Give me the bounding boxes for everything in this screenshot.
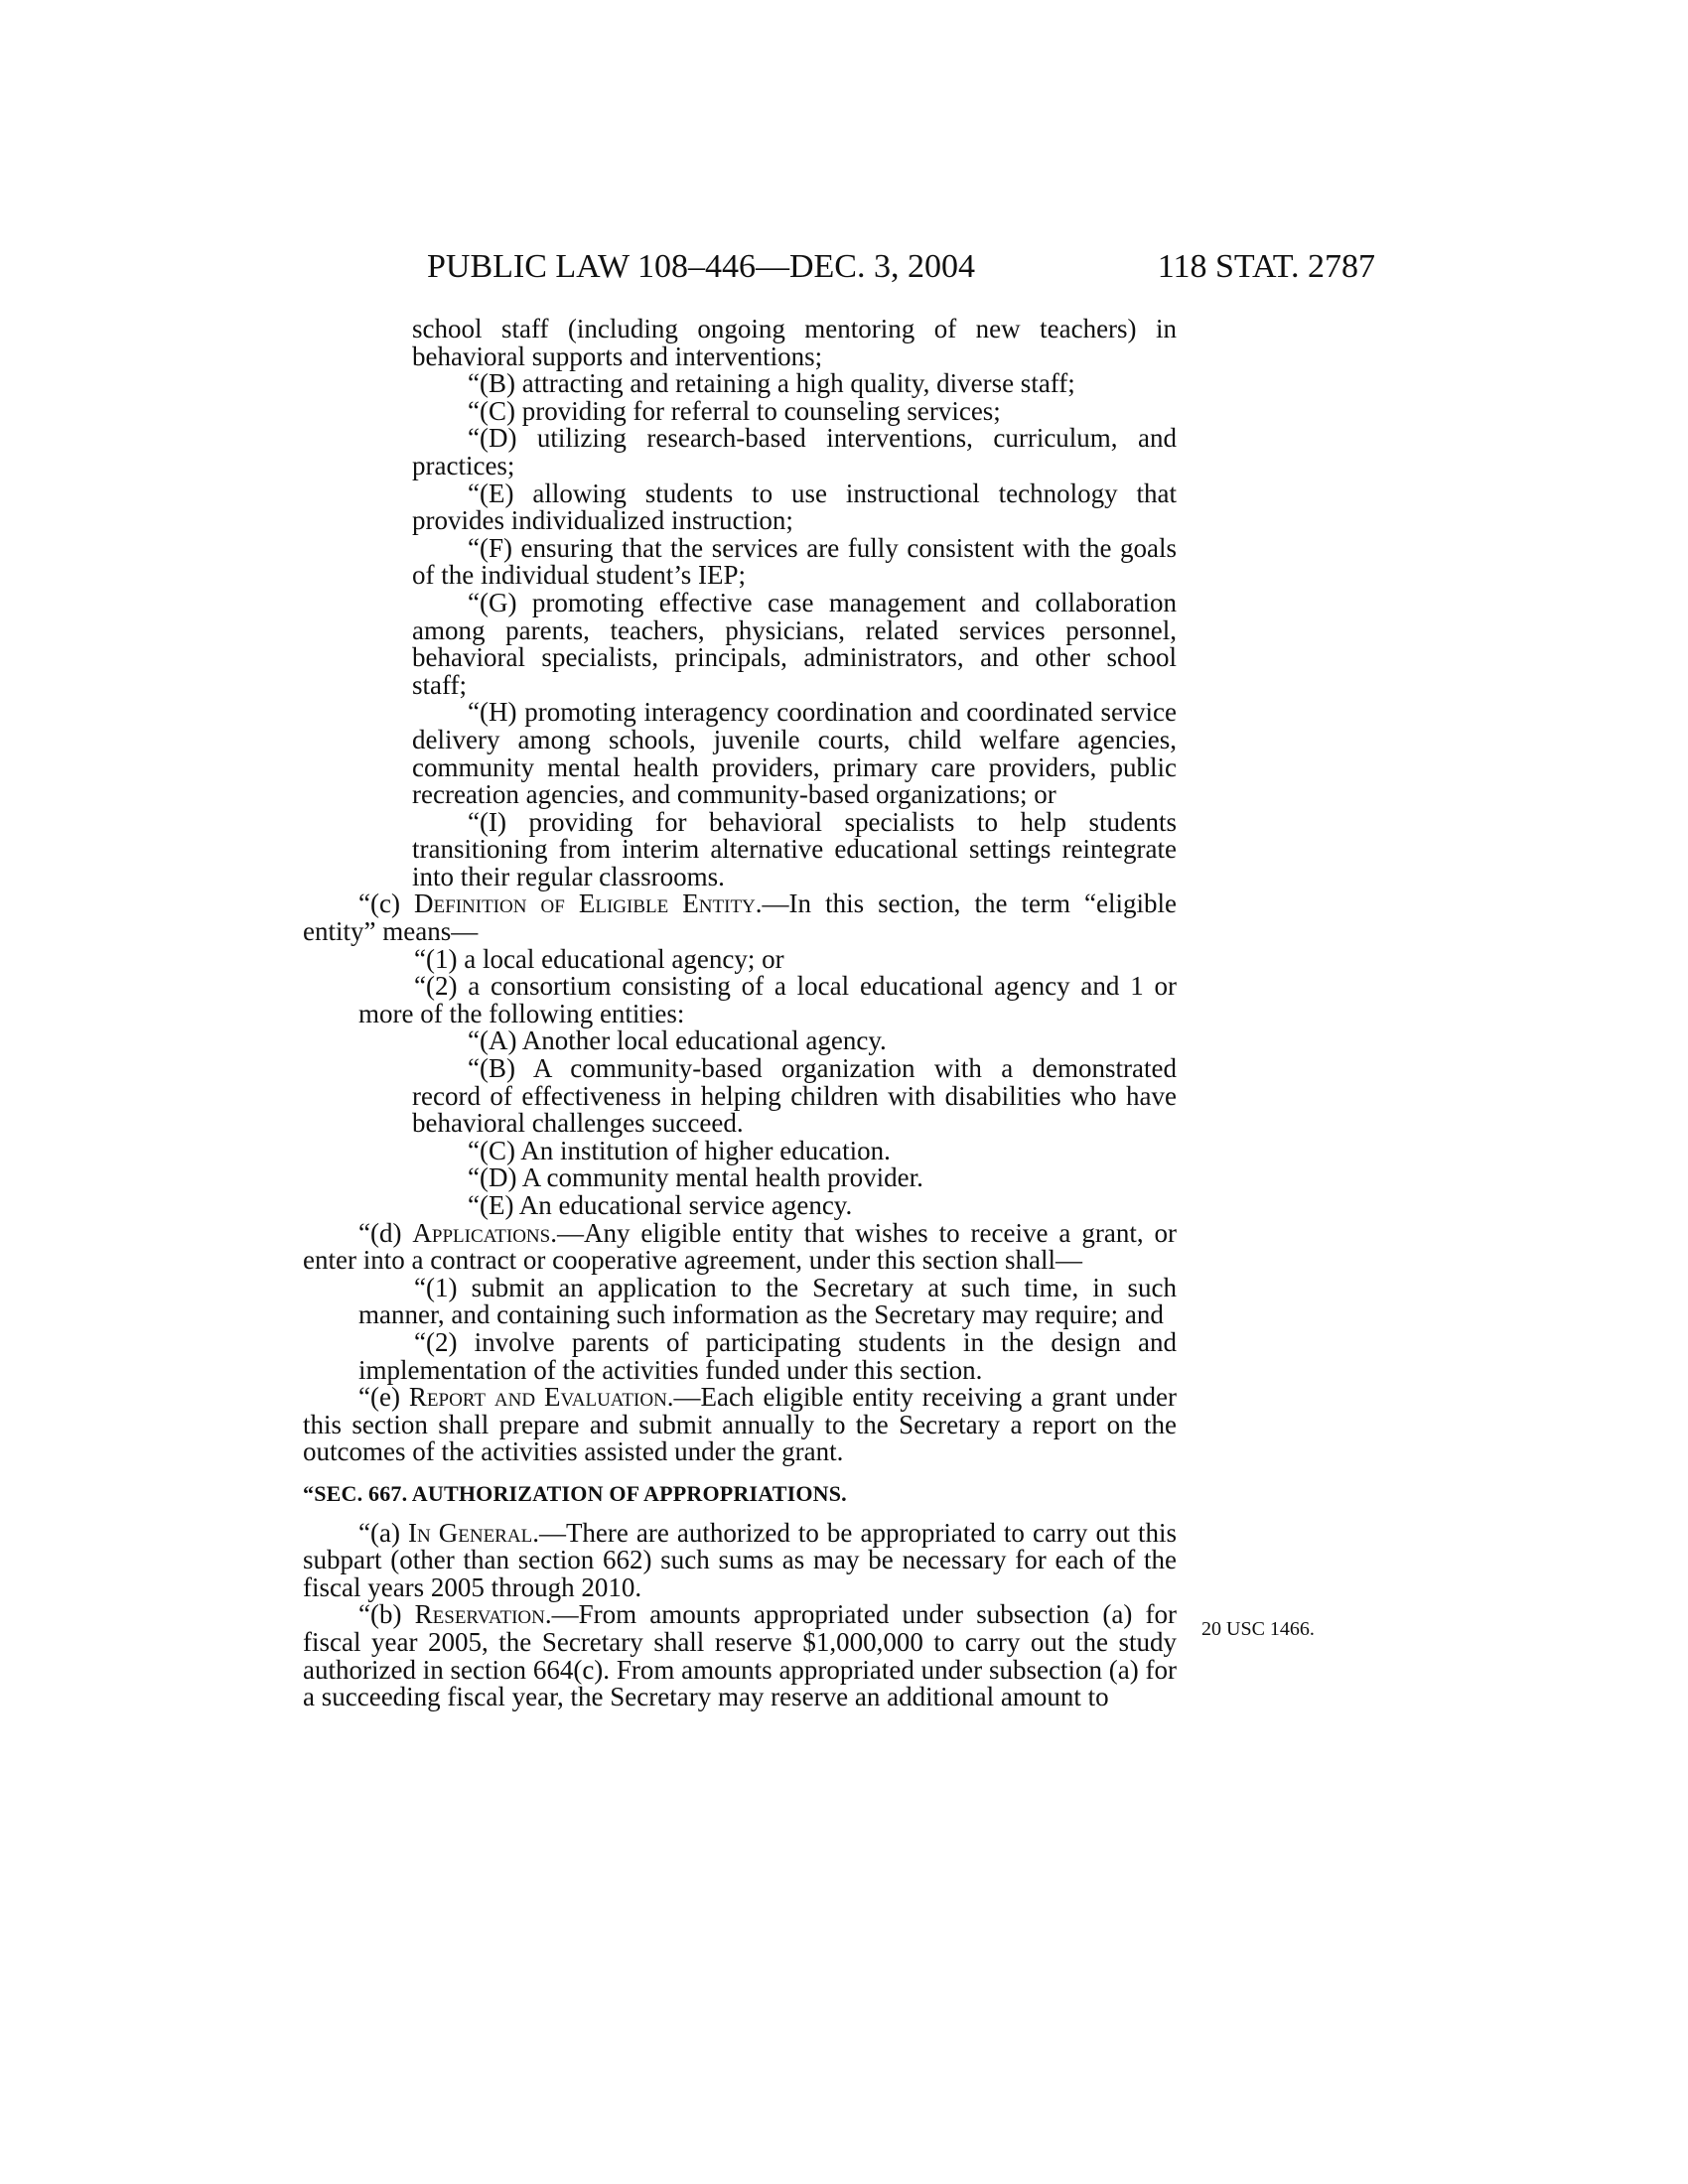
paragraph: [303, 395, 1177, 426]
paragraph: [303, 316, 1177, 370]
paragraph: [303, 532, 1177, 591]
paragraph: [303, 1055, 1177, 1138]
paragraph: [303, 1326, 1177, 1385]
paragraph: [303, 1384, 1177, 1466]
paragraph-lead: “(e): [358, 1382, 409, 1413]
paragraph: [303, 1217, 1178, 1276]
paragraph-lead: “(b): [358, 1599, 415, 1630]
subsection-heading: Reservation: [414, 1599, 545, 1630]
paragraph: [303, 370, 1177, 398]
section-667-text: [303, 1517, 1177, 1712]
paragraph-text: “(2) involve parents of participating students in the design and implementation of the activities funded under this section.: [358, 1326, 1177, 1385]
paragraph-lead: “(a): [358, 1517, 408, 1548]
paragraph-text: “(B) attracting and retaining a high quality, diverse staff;: [468, 368, 1075, 399]
paragraph: [303, 1027, 1177, 1055]
paragraph-text: “(2) a consortium consisting of a local educational agency and 1 or more of the following entities:: [358, 971, 1177, 1028]
paragraph-text: “(A) Another local educational agency.: [468, 1025, 887, 1056]
paragraph-text: .—Each eligible entity receiving a grant under this section shall prepare and submit annually to the Secretary a report on the outcomes of the activities assisted under the grant.: [303, 1382, 1177, 1467]
paragraph-text: .—Any eligible entity that wishes to receive a grant, or enter into a contract or cooperative agreement, under this section shall—: [303, 1217, 1178, 1276]
paragraph-text: school staff (including ongoing mentoring of new teachers) in behavioral supports and interventions;: [412, 314, 1177, 371]
paragraph-lead: “(c): [358, 888, 415, 919]
paragraph-text: .—In this section, the term “eligible entity” means—: [303, 888, 1178, 947]
section-heading: “SEC. 667. AUTHORIZATION OF APPROPRIATIONS.: [303, 1480, 847, 1506]
paragraph-text: “(E) An educational service agency.: [468, 1190, 853, 1220]
paragraph-text: “(D) A community mental health provider.: [468, 1162, 923, 1193]
public-law-citation: PUBLIC LAW 108–446—DEC. 3, 2004: [427, 248, 975, 285]
paragraph-text: “(C) providing for referral to counseling services;: [468, 395, 1001, 426]
paragraph: [303, 806, 1177, 891]
paragraph-text: .—There are authorized to be appropriated to carry out this subpart (other than section 662) such sums as may be necessary for each of the fiscal years 2005 through 2010.: [303, 1517, 1177, 1602]
paragraph: [303, 480, 1177, 535]
paragraph: [303, 973, 1177, 1027]
paragraph: [303, 587, 1177, 700]
section-666-continued: [303, 316, 1177, 1466]
paragraph-text: “(H) promoting interagency coordination and coordinated service delivery among schools, juvenile courts, child welfare agencies, community mental health providers, primary care providers, public recreation agencies, and community-based organizations; or: [412, 697, 1177, 810]
paragraph-text: “(I) providing for behavioral specialists to help students transitioning from interim alternative educational settings reintegrate into their regular classrooms.: [412, 806, 1177, 891]
subsection-heading: Applications: [412, 1217, 551, 1248]
paragraph: [303, 699, 1177, 808]
paragraph-text: “(F) ensuring that the services are fully consistent with the goals of the individual student’s IEP;: [412, 532, 1177, 591]
paragraph-text: “(1) a local educational agency; or: [414, 943, 784, 974]
paragraph: [303, 943, 1177, 974]
paragraph: [303, 1517, 1177, 1602]
body-text: [303, 316, 1177, 1711]
paragraph: [303, 1135, 1177, 1165]
paragraph: [303, 1192, 1177, 1220]
subsection-heading: In General: [408, 1517, 533, 1548]
usc-margin-note: 20 USC 1466.: [1201, 1618, 1315, 1640]
paragraph-text: “(E) allowing students to use instructional technology that provides individualized instruction;: [412, 478, 1177, 536]
paragraph-text: .—From amounts appropriated under subsection (a) for fiscal year 2005, the Secretary shall reserve $1,000,000 to carry out the study authorized in section 664(c). From amounts appropriated under subsection (a) for a succeeding fiscal year, the Secretary may reserve an additional amount to: [303, 1599, 1177, 1712]
paragraph-text: “(1) submit an application to the Secretary at such time, in such manner, and containing such information as the Secretary may require; and: [358, 1272, 1177, 1330]
statute-page-number: 118 STAT. 2787: [1157, 248, 1375, 285]
paragraph-text: “(B) A community-based organization with a demonstrated record of effectiveness in helping children with disabilities who have behavioral challenges succeed.: [412, 1053, 1177, 1139]
subsection-heading: Report and Evaluation: [408, 1382, 667, 1413]
paragraph: [303, 1164, 1177, 1192]
paragraph-lead: “(d): [358, 1217, 413, 1248]
paragraph: [303, 1272, 1177, 1330]
paragraph-text: “(D) utilizing research-based interventions, curriculum, and practices;: [412, 423, 1177, 480]
page-header: [427, 248, 1375, 288]
subsection-heading: Definition of Eligible Entity: [414, 888, 756, 919]
paragraph: [303, 1601, 1177, 1710]
paragraph-text: “(G) promoting effective case management and collaboration among parents, teachers, physicians, related services personnel, behavioral specialists, principals, administrators, and other school staff;: [412, 587, 1177, 700]
paragraph: [303, 425, 1177, 479]
paragraph: [303, 890, 1177, 945]
paragraph-text: “(C) An institution of higher education.: [468, 1135, 891, 1165]
